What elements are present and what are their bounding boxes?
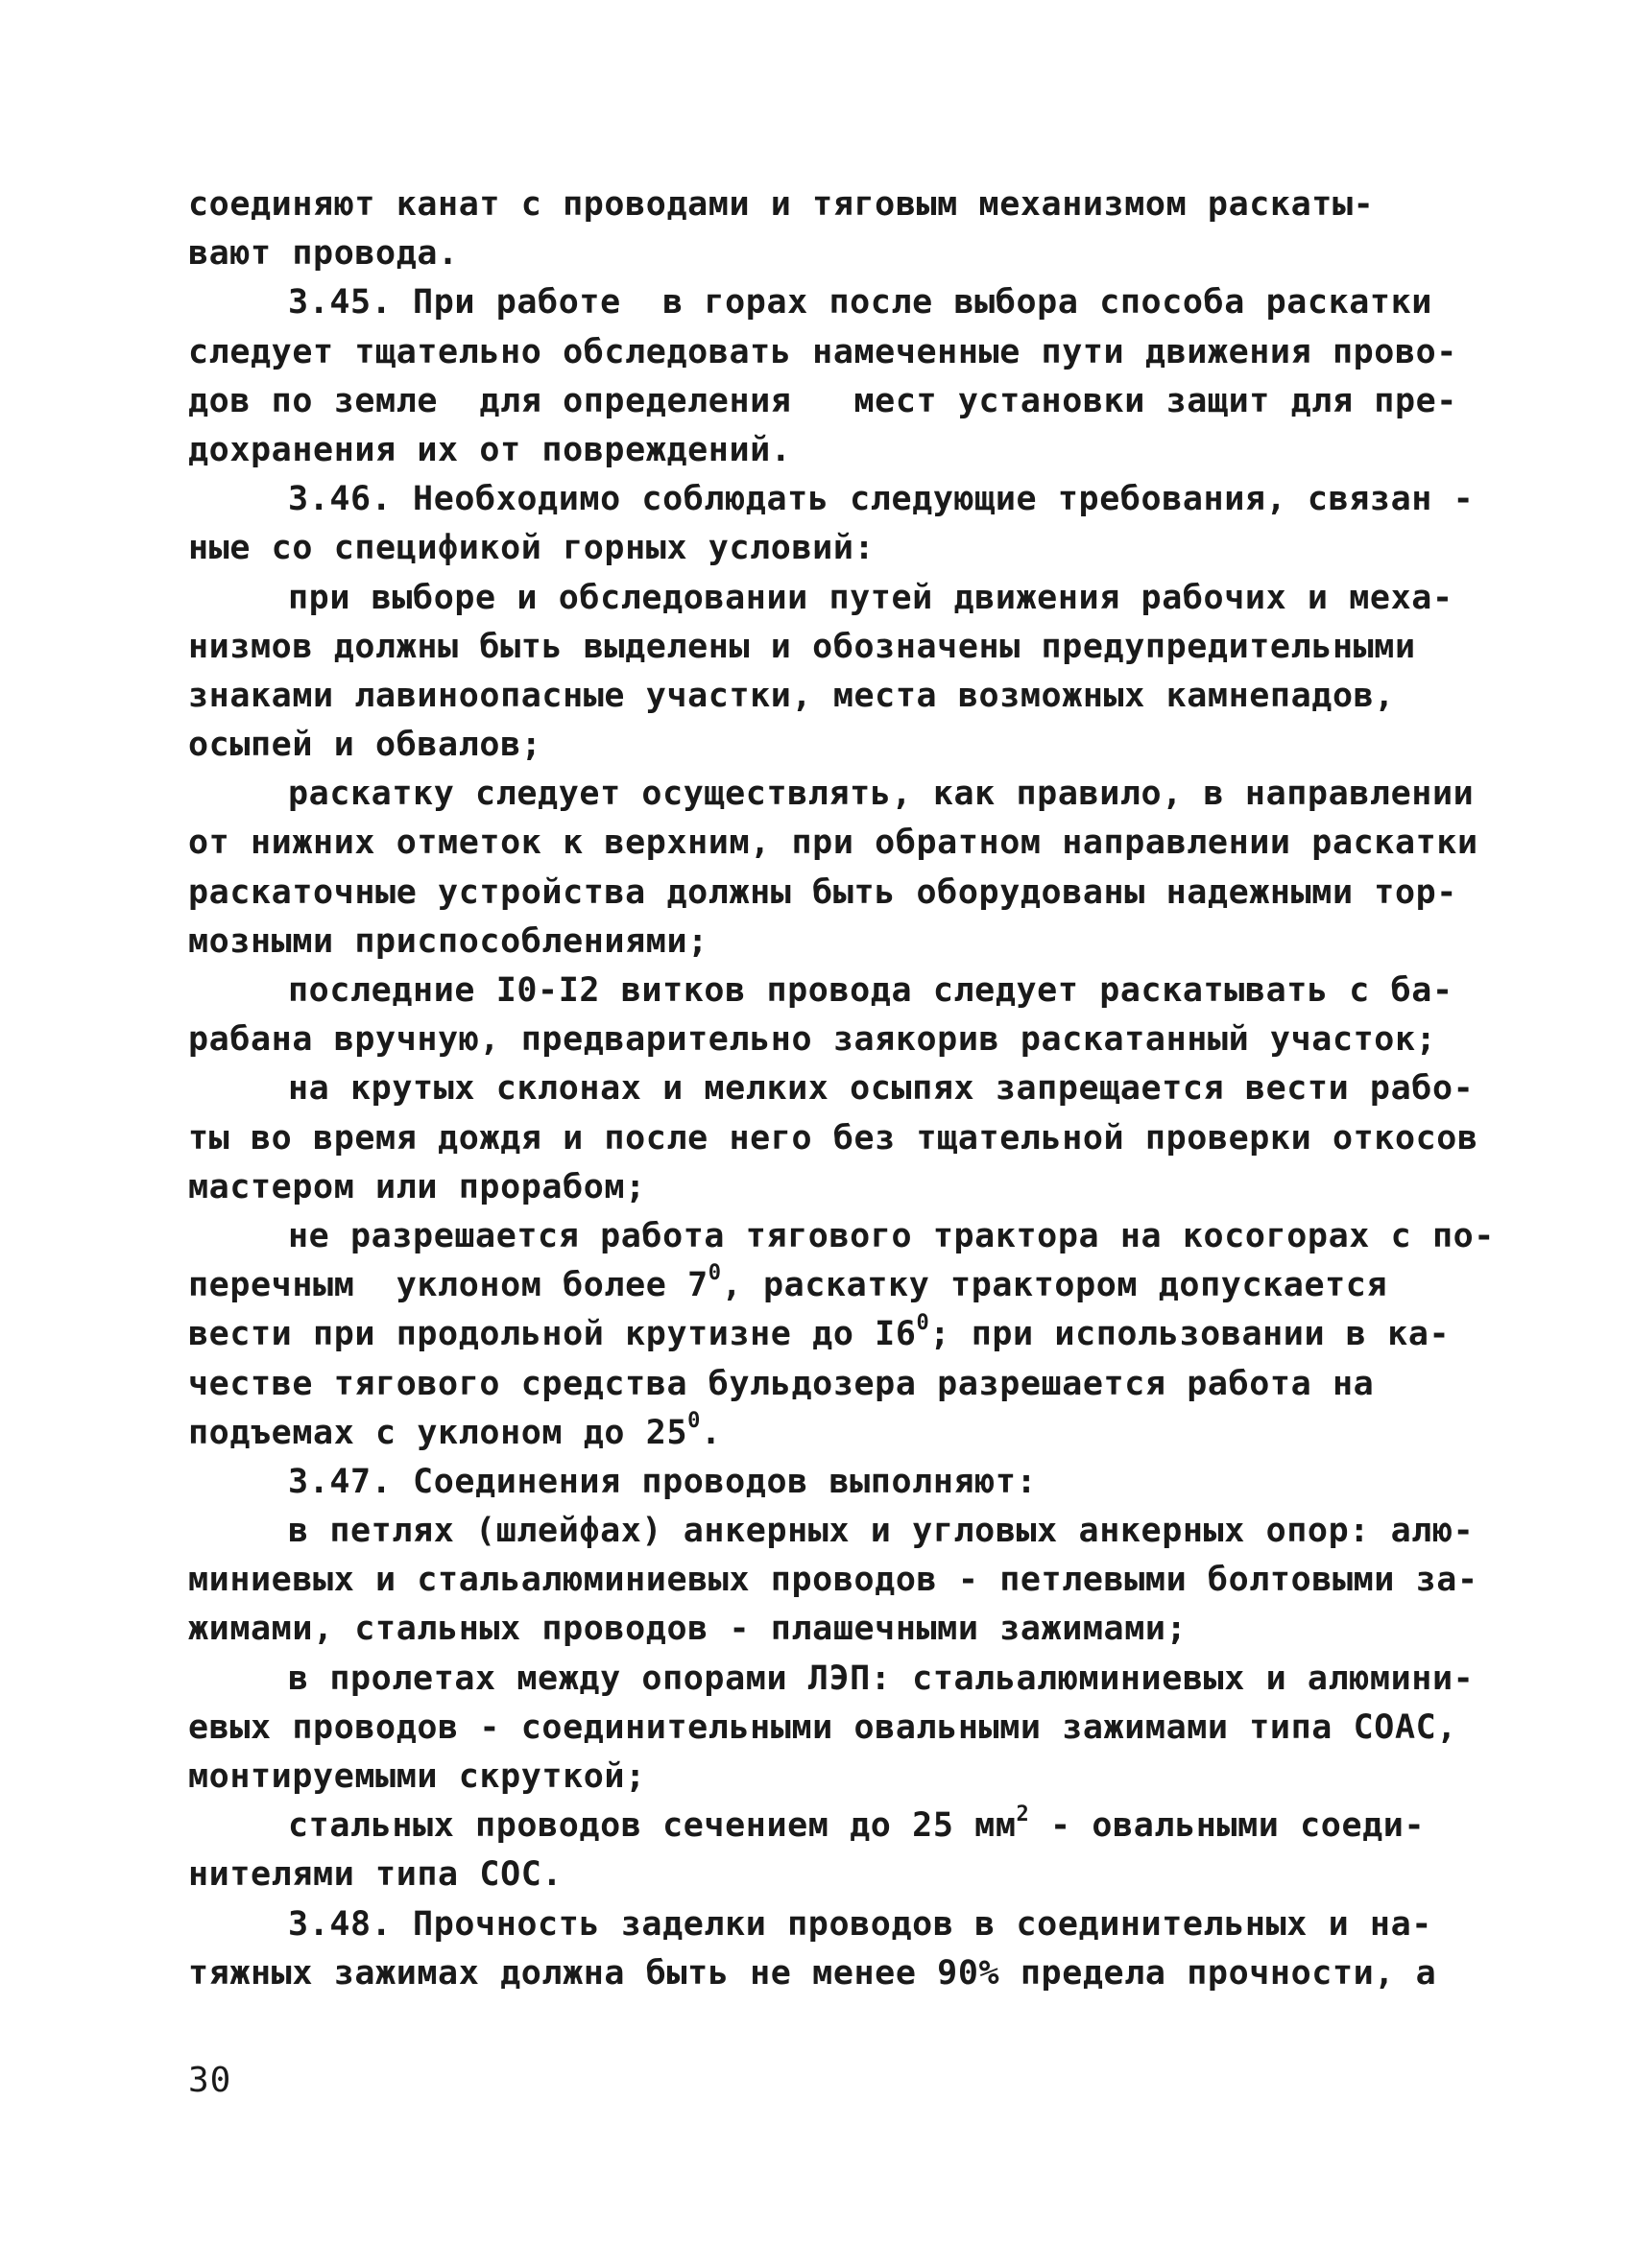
- text-line: [188, 524, 1465, 573]
- line-text: 3.46. Необходимо соблюдать следующие требования, связан -: [288, 480, 1475, 519]
- line-text: ты во время дождя и после него без тщательной проверки откосов: [188, 1118, 1478, 1158]
- text-line: [188, 1064, 1475, 1113]
- line-text: жимами, стальных проводов - плашечными зажимами;: [188, 1610, 1188, 1649]
- text-line: [188, 278, 1465, 327]
- text-line: [188, 770, 1475, 819]
- text-line: [188, 1704, 1465, 1753]
- text-line: [188, 1850, 1465, 1899]
- line-text: подъемах с уклоном до 25: [188, 1413, 688, 1452]
- text-line: [188, 1753, 1465, 1802]
- line-text: знаками лавиноопасные участки, места возможных камнепадов,: [188, 676, 1395, 715]
- line-text: 3.45. При работе в горах после выбора способа раскатки: [288, 283, 1432, 322]
- text-line: [188, 1261, 1465, 1310]
- superscript: 2: [1016, 1802, 1030, 1826]
- line-text: ные со спецификой горных условий:: [188, 529, 876, 568]
- text-line: [188, 1655, 1475, 1704]
- line-text: мозными приспособлениями;: [188, 921, 708, 961]
- line-text: раскаточные устройства должны быть оборудованы надежными тор-: [188, 872, 1457, 912]
- text-line: [188, 1605, 1465, 1654]
- line-text: осыпей и обвалов;: [188, 726, 542, 765]
- line-text: на крутых склонах и мелких осыпях запрещается вести рабо-: [288, 1069, 1475, 1109]
- text-line: [188, 229, 1465, 278]
- line-text: от нижних отметок к верхним, при обратном направлении раскатки: [188, 824, 1478, 863]
- text-line: [188, 1556, 1478, 1605]
- text-line: [188, 918, 1465, 967]
- line-text-continued: - овальными соеди-: [1029, 1806, 1426, 1846]
- text-line: [188, 574, 1465, 623]
- line-text: в пролетах между опорами ЛЭП: стальалюминиевых и алюмини-: [288, 1659, 1475, 1698]
- line-text-continued: , раскатку трактором допускается: [721, 1266, 1388, 1305]
- text-line: [188, 967, 1465, 1015]
- text-line: [188, 672, 1465, 721]
- line-text: раскатку следует осуществлять, как правило, в направлении: [288, 775, 1475, 814]
- text-line: [188, 426, 1465, 475]
- text-line: [188, 1212, 1495, 1261]
- line-text: дохранения их от повреждений.: [188, 430, 792, 469]
- line-text: 3.48. Прочность заделки проводов в соединительных и на-: [288, 1904, 1432, 1944]
- text-line: [188, 475, 1475, 524]
- page-number: 30: [188, 2061, 232, 2100]
- line-text-continued: ; при использовании в ка-: [929, 1315, 1451, 1354]
- body-text: [188, 180, 1495, 1998]
- line-text: мастером или прорабом;: [188, 1167, 646, 1206]
- line-text: монтируемыми скруткой;: [188, 1757, 646, 1796]
- text-line: [188, 1802, 1465, 1850]
- text-line: [188, 1900, 1465, 1949]
- line-text: низмов должны быть выделены и обозначены предупредительными: [188, 627, 1416, 666]
- text-line: [188, 1310, 1465, 1359]
- text-line: [188, 1949, 1465, 1998]
- line-text: не разрешается работа тягового трактора на косогорах с по-: [288, 1216, 1495, 1255]
- line-text: рабана вручную, предварительно заякорив раскатанный участок;: [188, 1020, 1437, 1060]
- text-line: [188, 1409, 1465, 1458]
- text-line: [188, 623, 1465, 672]
- text-line: [188, 1360, 1465, 1409]
- text-line: [188, 1507, 1475, 1556]
- line-text: нителями типа СОС.: [188, 1855, 564, 1895]
- line-text: перечным уклоном более 7: [188, 1266, 708, 1305]
- text-line: [188, 1163, 1465, 1212]
- line-text-continued: .: [700, 1413, 722, 1452]
- line-text: соединяют канат с проводами и тяговым механизмом раскаты-: [188, 185, 1375, 224]
- line-text: миниевых и стальалюминиевых проводов - петлевыми болтовыми за-: [188, 1561, 1478, 1600]
- superscript: 0: [708, 1261, 722, 1286]
- text-line: [188, 869, 1465, 918]
- line-text: в петлях (шлейфах) анкерных и угловых анкерных опор: алю-: [288, 1512, 1475, 1551]
- line-text: 3.47. Соединения проводов выполняют:: [288, 1462, 1038, 1501]
- line-text: тяжных зажимах должна быть не менее 90% предела прочности, а: [188, 1953, 1437, 1993]
- text-line: [188, 328, 1465, 377]
- line-text: вести при продольной крутизне до I6: [188, 1315, 917, 1354]
- text-line: [188, 180, 1465, 229]
- text-line: [188, 1114, 1478, 1163]
- line-text: стальных проводов сечением до 25 мм: [288, 1806, 1017, 1846]
- text-line: [188, 819, 1478, 868]
- line-text: последние I0-I2 витков провода следует раскатывать с ба-: [288, 971, 1453, 1010]
- line-text: следует тщательно обследовать намеченные пути движения прово-: [188, 332, 1457, 371]
- text-line: [188, 721, 1465, 770]
- text-line: [188, 1458, 1465, 1507]
- superscript: 0: [687, 1409, 701, 1434]
- line-text: евых проводов - соединительными овальными зажимами типа СОАС,: [188, 1707, 1457, 1747]
- line-text: при выборе и обследовании путей движения рабочих и меха-: [288, 578, 1453, 617]
- line-text: вают провода.: [188, 234, 459, 274]
- text-line: [188, 1015, 1465, 1064]
- line-text: дов по земле для определения мест установки защит для пре-: [188, 381, 1457, 420]
- line-text: честве тягового средства бульдозера разрешается работа на: [188, 1364, 1375, 1403]
- text-line: [188, 377, 1465, 426]
- superscript: 0: [916, 1310, 930, 1335]
